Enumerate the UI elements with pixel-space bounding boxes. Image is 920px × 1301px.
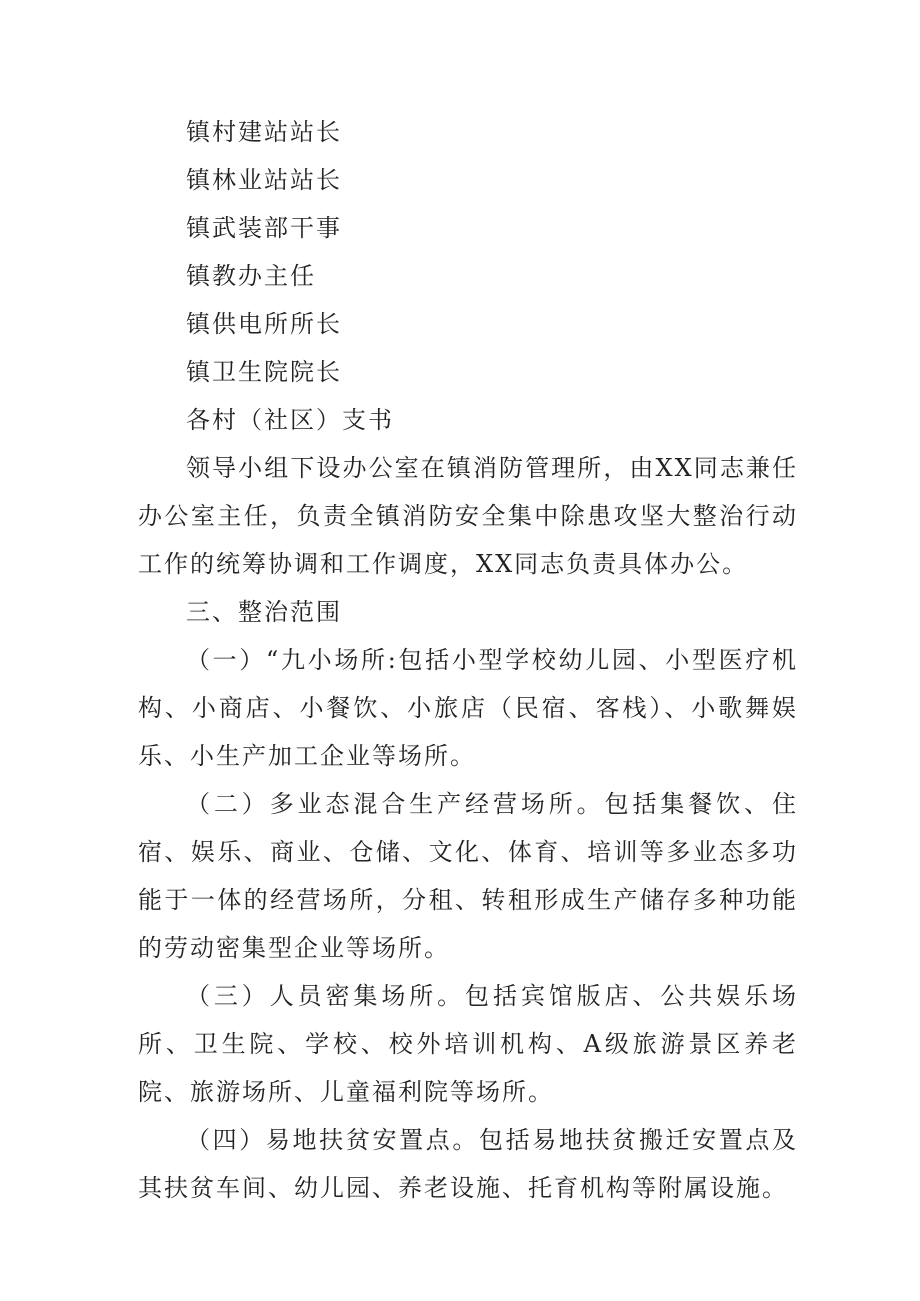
member-line: 镇卫生院院长 [186,358,342,386]
document-body [138,108,798,1212]
member-line: 镇林业站站长 [186,166,342,194]
scope-item: （一）“九小场所:包括小型学校幼儿园、小型医疗机构、小商店、小餐饮、小旅店（民宿、客栈）、小歌舞娱乐、小生产加工企业等场所。 [138,646,798,770]
scope-item: （四）易地扶贫安置点。包括易地扶贫搬迁安置点及其扶贫车间、幼儿园、养老设施、托育机构等附属设施。 [138,1126,798,1202]
member-line: 镇供电所所长 [186,310,342,338]
office-paragraph: 领导小组下设办公室在镇消防管理所，由XX同志兼任办公室主任，负责全镇消防安全集中除患攻坚大整治行动工作的统筹协调和工作调度，XX同志负责具体办公。 [138,454,798,578]
member-line: 各村（社区）支书 [186,406,394,434]
member-line: 镇教办主任 [186,262,316,290]
member-line: 镇武装部干事 [186,214,342,242]
section-heading: 三、整治范围 [186,598,342,626]
member-line: 镇村建站站长 [186,118,342,146]
scope-item: （二）多业态混合生产经营场所。包括集餐饮、住宿、娱乐、商业、仓储、文化、体育、培训等多业态多功能于一体的经营场所，分租、转租形成生产储存多种功能的劳动密集型企业等场所。 [138,790,798,962]
scope-item: （三）人员密集场所。包括宾馆版店、公共娱乐场所、卫生院、学校、校外培训机构、A级旅游景区养老院、旅游场所、儿童福利院等场所。 [138,982,798,1106]
